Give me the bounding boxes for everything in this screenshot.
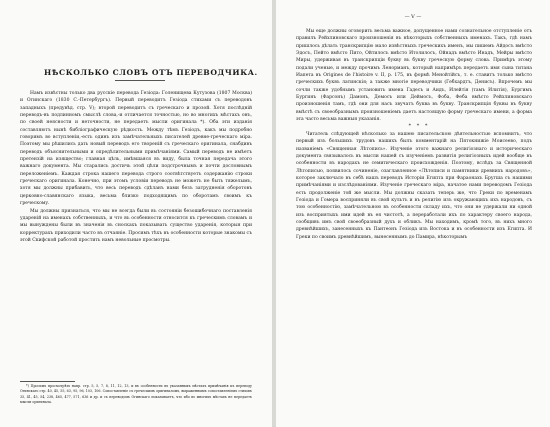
- footnote-rule: [20, 381, 75, 382]
- left-body-text: [20, 90, 252, 244]
- paragraph: Читатель слѣдующей нѣсколько за нашею писательскою дѣятельностью вспомнитъ, что первый изъ большихъ трудовъ нашихъ былъ комментарій на Пятокнижіе Моисеево, подъ названіемъ «Священная Лѣтопись». Изученіе этого важнаго религіознаго и историческаго документа связывалось въ мысли нашей съ изученіемъ развитія религіозныхъ идей вообще въ особенности въ народахъ не семитическаго происхожденія. Поэтому, вслѣдъ за Священной Лѣтописью, появилось сочиненіе, озаглавленное «Лѣтописи и памятники древнихъ народовъ», которое заключало въ себѣ нашъ переводъ Исторіи Египта при Фараонахъ Бругша съ нашими примѣчаніями и изслѣдованіями. Изученіе греческаго міра, начатое нами переводомъ Гезіода есть продолженіе той же мысли. Мы должны сказать теперь же, что Греки по временамъ Гезіода и Гомера восприняли въ свой культъ и въ религію изъ окружающихъ ихъ народовъ, съ тою особенностію, замѣчательною въ особенности складу ихъ, что они не удержали ни одной изъ восприятыхъ ими идей въ ея чистотѣ, а переработали ихъ по характеру своего народа, сообщивъ имъ свой своеобразный духъ и обликъ. Мы находимъ, кромѣ того, въ нихъ много древнѣйшихъ, занесенныхъ къ Пантеонъ Гезіода изъ Востока и въ особенности изъ Египта. И Греки по своимъ древнѣйшимъ, вынесеннымъ до Памира, нѣкоторымъ: [296, 131, 532, 240]
- paragraph: Мы еще должны оговорить весьма важное, допущенное нами сознательное отступленіе отъ правилъ Рейхлиновскаго произношенія въ нѣкоторыхъ собственныхъ именахъ. Такъ, гдѣ намъ пришлось дѣлать транскрипцію мало извѣстныхъ греческихъ именъ, мы пишемъ Айдосъ вмѣсто Эдосъ, Пейто вмѣсто Пито, Ойтилосъ вмѣсто Итолилосъ, Ойнадъ вмѣсто Инадъ, Мейры вмѣсто Миры, удерживая въ транскрипціи букву въ букву греческую форму слова. Примѣръ этому подали ученые, и между прочимъ Ленорманъ, который напримѣръ передаетъ имя сына титана Иапета въ Origines de l'histoire v. II, p. 175, въ формѣ Менойтійсъ, т. е. ставитъ только вмѣсто греческихъ буквъ латинскія; а также многіе переводчики (Гебхардтъ, Денисъ). Впрочемъ мы сочли также удобнымъ установить имена Гадесъ и Аидъ, Илейтія (тамъ Илитія), Бургимъ Бургинъ (Фарсонъ) Дамонъ, Демосъ или Деймосъ, Фоба, Феба вмѣсто Рейхлиновскаго произношенія тамъ, гдѣ они для насъ звучатъ буква въ букву. Транскрипція буквы въ букву вмѣстѣ съ своеобразнымъ произношеніемъ даетъ настоящую форму греческаго имени, а форма эта часто весьма важныя указанія.: [296, 29, 532, 123]
- page-number: — V —: [404, 14, 422, 20]
- footnote-text: *) Просимъ просмотрѣть напр. стр. 5, 5, 7, 8, 11, 12, 13, и въ особенности въ указанныхъ мѣстахъ примѣчанія къ переводу Огинскаго стр. 40, 45, 55, 63, 95, 96, 103, 106. Сопоставленіе съ греческимъ оригиналомъ, выраженнымъ сопоставленіемъ стиховъ 35, 41, 45, 54, 238, 465, 477, 571, 636 и др. и съ переводомъ Огинскаго показываетъ, что ибо во многихъ мѣстахъ не передаетъ мысли оригинала.: [20, 384, 252, 404]
- title-rule: [115, 80, 165, 81]
- section-break: * * *: [408, 123, 430, 130]
- right-page: [276, 0, 550, 427]
- paragraph: Намъ извѣстны только два русскіе перевода Гезіода: Голенищева Кутузова (1807 Москва) и Огинскаго (1830 С.-Петербургъ). Первый переводитъ Гезіода стихами съ переводовъ западныхъ (предувѣд. стр. V); второй переводитъ съ греческаго и прозой. Хотя послѣдній переводъ-въ подлинномъ смыслѣ слова,-и отличается точностью, но во многихъ мѣстахъ онъ, по своей неясности и неточности, не передаетъ мысли оригинала *). Оба эти изданія составляютъ нынѣ библіографическую рѣдкость. Между тѣмъ Гезіодъ, какъ мы подробно говоримъ во вступленіи,-есть одинъ изъ замѣчательныхъ писателей древне-греческаго міра. Поэтому мы рѣшились дать новый переводъ его твореній съ греческаго оригинала, снабдивъ переводъ объяснительными и опредѣлительными примѣчаніями. Самый переводъ не имѣетъ претензій на изящество; главная цѣль, имѣвшаяся въ виду, была точная передача этого важнаго документа. Мы старались достичь этой цѣли подстрочнымъ и почти дословнымъ переложеніемъ. Каждая строка нашего перевода строго соотвѣтствуетъ содержанію строки греческаго оригинала. Конечно, при этомъ условіи переводъ не можетъ не быть тяжелымъ, хотя мы должны прибавить, что весь переводъ сдѣланъ нами безъ затрудненія оборотовъ церковно-славянскаго языка, весьма близко подходящимъ по оборотамъ своимъ къ греческому.: [20, 91, 252, 207]
- right-body-text: [296, 28, 532, 241]
- footnote: [20, 384, 252, 405]
- page-title: НѢСКОЛЬКО СЛОВЪ ОТЪ ПЕРЕВОДЧИКА.: [44, 68, 258, 77]
- left-page: [0, 0, 272, 427]
- paragraph: Мы должны признаться, что мы не всегда были въ состояніи безошибочнаго поставленія удареній на именахъ собственныхъ, и что въ особенности относится къ греческимъ словамъ и мы вынуждены были въ значенія въ сноскахъ показывать существо ударенія, которыя при корректурахъ приходили часто въ отчаяніе. Просимъ тѣхъ въ особенности которые знакомы съ этой Скифской работой простить намъ невольные просмотры.: [20, 208, 252, 243]
